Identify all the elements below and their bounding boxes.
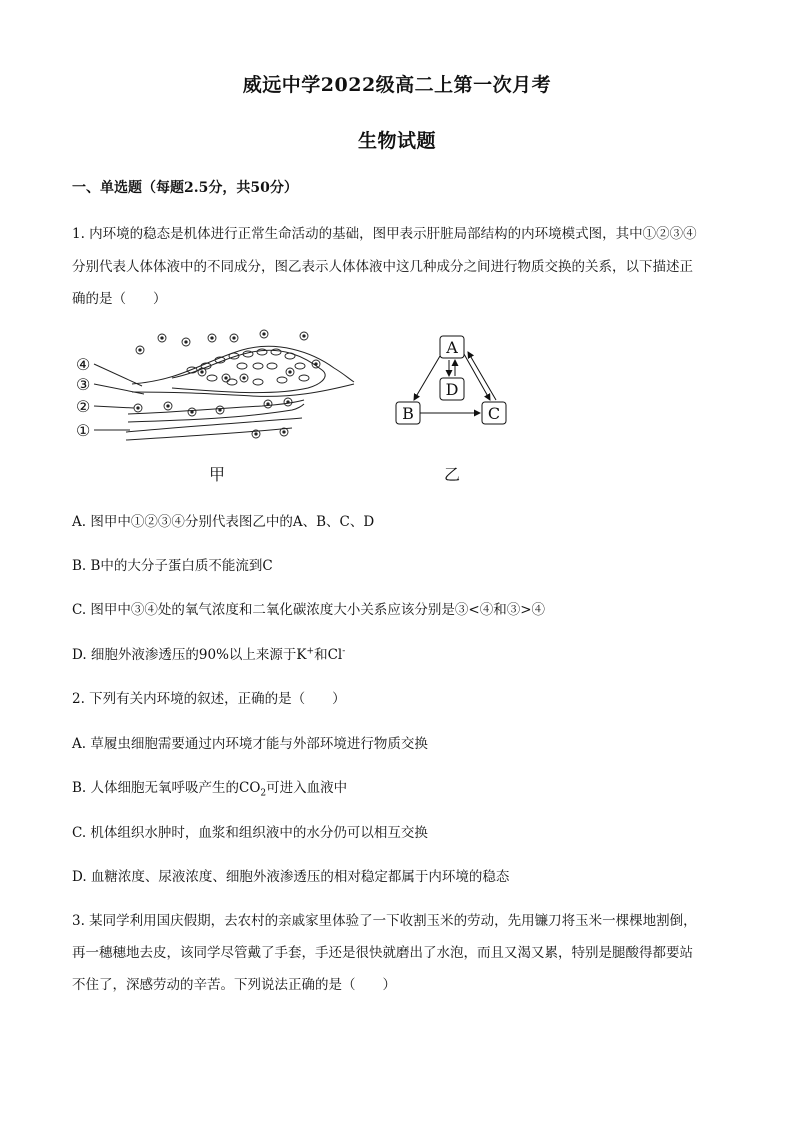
q1-option-a: A. 图甲中①②③④分别代表图乙中的A、B、C、D [72, 514, 375, 530]
q1-option-d-text-2: 和Cl [314, 647, 343, 663]
node-a-label: A [446, 338, 458, 357]
q2-option-a: A. 草履虫细胞需要通过内环境才能与外部环境进行物质交换 [72, 736, 428, 752]
co2-subscript: 2 [260, 788, 267, 799]
fig-jia-label-2: ② [76, 397, 91, 416]
q2-option-b-text-2: 可进入血液中 [266, 780, 348, 796]
q1-stem-line-3: 确的是（ ） [72, 291, 167, 307]
q1-stem-line-2: 分别代表人体体液中的不同成分，图乙表示人体体液中这几种成分之间进行物质交换的关系，以下描述正 [72, 259, 693, 275]
q1-option-b: B. B中的大分子蛋白质不能流到C [72, 558, 273, 574]
section-heading: 一、单选题（每题2.5分，共50分） [72, 180, 298, 196]
node-b-label: B [402, 404, 414, 423]
node-c-label: C [487, 404, 501, 423]
figure-jia-caption: 甲 [209, 465, 226, 484]
subject-title: 生物试题 [357, 130, 436, 152]
q1-option-c: C. 图甲中③④处的氧气浓度和二氧化碳浓度大小关系应该分别是③<④和③>④ [72, 602, 546, 618]
q1-option-d-text: D. 细胞外液渗透压的90%以上来源于K [72, 647, 307, 663]
fig-jia-label-3: ③ [76, 375, 91, 394]
figure-jia [72, 322, 362, 452]
figure-yi-caption: 乙 [444, 465, 461, 484]
q2-option-b [72, 776, 347, 799]
q2-option-d: D. 血糖浓度、尿液浓度、细胞外液渗透压的相对稳定都属于内环境的稳态 [72, 869, 510, 885]
q3-stem-line-3: 不住了，深感劳动的辛苦。下列说法正确的是（ ） [72, 977, 396, 993]
node-d-label: D [445, 380, 459, 399]
q2-stem: 2. 下列有关内环境的叙述，正确的是（ ） [72, 691, 346, 707]
q1-option-d [72, 643, 345, 663]
q1-stem-line-1: 1. 内环境的稳态是机体进行正常生命活动的基础，图甲表示肝脏局部结构的内环境模式图，其中①②③④ [72, 226, 697, 242]
potassium-charge: + [306, 646, 315, 657]
fig-jia-label-1: ① [76, 421, 91, 440]
q3-stem-line-2: 再一穗穗地去皮，该同学尽管戴了手套，手还是很快就磨出了水泡，而且又渴又累，特别是腿酸得都要站 [72, 945, 693, 961]
q2-option-c: C. 机体组织水肿时，血浆和组织液中的水分仍可以相互交换 [72, 825, 428, 841]
fig-jia-label-4: ④ [76, 355, 91, 374]
exam-title: 威远中学2022级高二上第一次月考 [242, 74, 552, 96]
q2-option-b-text: B. 人体细胞无氧呼吸产生的CO [72, 780, 261, 796]
chloride-charge: - [342, 646, 346, 657]
figure-yi [390, 330, 520, 430]
q3-stem-line-1: 3. 某同学利用国庆假期，去农村的亲戚家里体验了一下收割玉米的劳动，先用镰刀将玉米一棵棵地割倒， [72, 913, 697, 929]
